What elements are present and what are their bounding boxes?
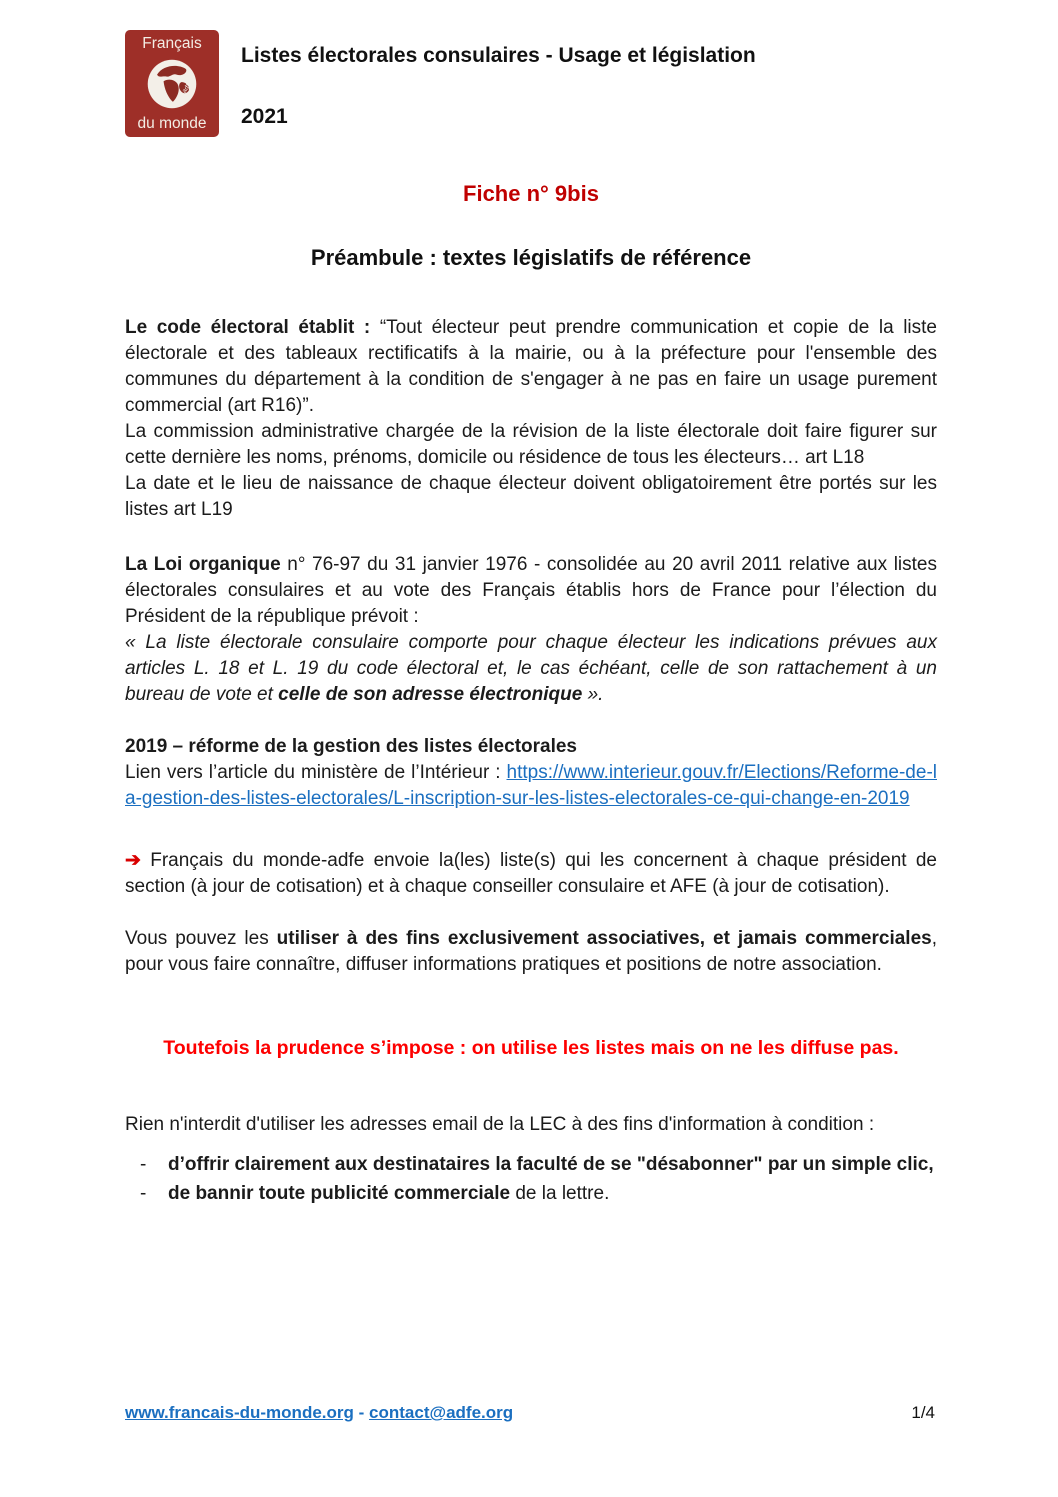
- section-reforme-2019: [125, 734, 937, 812]
- paragraph-date-lieu-l19: La date et le lieu de naissance de chaque électeur doivent obligatoirement être portés sur les listes art L19: [125, 473, 937, 520]
- code-electoral-lead: Le code électoral établit :: [125, 317, 380, 338]
- section-loi-organique: [125, 552, 937, 708]
- paragraph-usage: [125, 926, 937, 978]
- usage-bold: utiliser à des fins exclusivement associatives, et jamais commerciales: [276, 928, 932, 949]
- paragraph-citation-lec: [125, 630, 937, 708]
- website-link[interactable]: www.francais-du-monde.org: [125, 1403, 354, 1422]
- footer-links: [125, 1400, 513, 1426]
- document-title: Listes électorales consulaires - Usage et législation: [241, 44, 756, 67]
- globe-icon: [125, 56, 219, 112]
- citation-start: « La liste électorale consulaire comporte pour chaque électeur les indications prévues aux articles L. 18 et L. 19 du code électoral et, le cas échéant, celle de son rattachement à un bureau de vote et: [125, 632, 937, 705]
- preambule-heading: Préambule : textes législatifs de référence: [310, 245, 752, 270]
- contact-email-link[interactable]: contact@adfe.org: [369, 1403, 514, 1422]
- francais-du-monde-logo: [125, 30, 219, 137]
- citation-end: ».: [582, 684, 604, 705]
- dash-bullet-icon: -: [140, 1154, 147, 1175]
- dash-bullet-icon: -: [140, 1183, 147, 1204]
- list-item: [125, 1152, 937, 1178]
- paragraph-loi-organique: [125, 552, 937, 630]
- paragraph-lien-ministere: [125, 760, 937, 812]
- globe-adfe-text: adfe: [180, 79, 194, 94]
- document-content: [125, 0, 937, 1207]
- fiche-number-heading: Fiche n° 9bis: [463, 181, 599, 206]
- header-text: [241, 30, 756, 137]
- section-envoi-listes: [125, 848, 937, 900]
- reforme-2019-heading: 2019 – réforme de la gestion des listes électorales: [125, 736, 578, 757]
- page-number: 1/4: [911, 1403, 935, 1422]
- red-arrow-icon: ➔: [125, 850, 141, 871]
- logo-text-bottom: du monde: [137, 115, 207, 132]
- section-code-electoral: [125, 315, 937, 523]
- paragraph-code-electoral: [125, 315, 937, 419]
- code-electoral-body: “Tout électeur peut prendre communication et copie de la liste électorale et des tableaux rectificatifs à la mairie, ou à la préfecture pour l'ensemble des communes du département à la condition de s'engager à ne pas en faire un usage purement commercial (art R16)”.: [125, 317, 938, 416]
- bullet-publicite-bold: de bannir toute publicité commerciale: [168, 1183, 511, 1204]
- section-usage: [125, 926, 937, 978]
- envoi-text: Français du monde-adfe envoie la(les) liste(s) qui les concernent à chaque président de section (à jour de cotisation) et à chaque conseiller consulaire et AFE (à jour de cotisation).: [125, 850, 937, 897]
- lien-intro: Lien vers l’article du ministère de l’Intérieur :: [125, 762, 507, 783]
- paragraph-envoi-listes: [125, 848, 937, 900]
- list-item: [125, 1181, 937, 1207]
- conditions-list: [125, 1152, 937, 1207]
- bullet-desabonner: d’offrir clairement aux destinataires la faculté de se "désabonner" par un simple clic,: [168, 1154, 934, 1175]
- citation-bold: celle de son adresse électronique: [278, 684, 583, 705]
- logo-text-top: Français: [142, 35, 202, 52]
- document-year: 2021: [241, 105, 288, 128]
- conditions-intro: Rien n'interdit d'utiliser les adresses email de la LEC à des fins d'information à condition :: [125, 1114, 875, 1135]
- loi-organique-body: n° 76-97 du 31 janvier 1976 - consolidée au 20 avril 2011 relative aux listes électorales consulaires et au vote des Français établis hors de France pour l’élection du Président de la république prévoit :: [125, 554, 937, 627]
- paragraph-commission-l18: La commission administrative chargée de la révision de la liste électorale doit faire figurer sur cette dernière les noms, prénoms, domicile ou résidence de tous les électeurs… art L18: [125, 421, 937, 468]
- bullet-publicite: [168, 1181, 609, 1207]
- page-footer: [125, 1400, 935, 1426]
- usage-end: , pour vous faire connaître, diffuser informations pratiques et positions de notre association.: [125, 928, 937, 975]
- footer-separator: -: [358, 1403, 365, 1422]
- bullet-publicite-rest: de la lettre.: [510, 1183, 610, 1204]
- usage-start: Vous pouvez les: [125, 928, 277, 949]
- document-header: [125, 30, 937, 137]
- interieur-gouv-link[interactable]: https://www.interieur.gouv.fr/Elections/Reforme-de-la-gestion-des-listes-electorales/L-inscription-sur-les-listes-electorales-ce-qui-change-en-2019: [125, 762, 937, 809]
- prudence-warning: Toutefois la prudence s’impose : on utilise les listes mais on ne les diffuse pas.: [163, 1037, 899, 1059]
- loi-organique-lead: La Loi organique: [125, 554, 281, 575]
